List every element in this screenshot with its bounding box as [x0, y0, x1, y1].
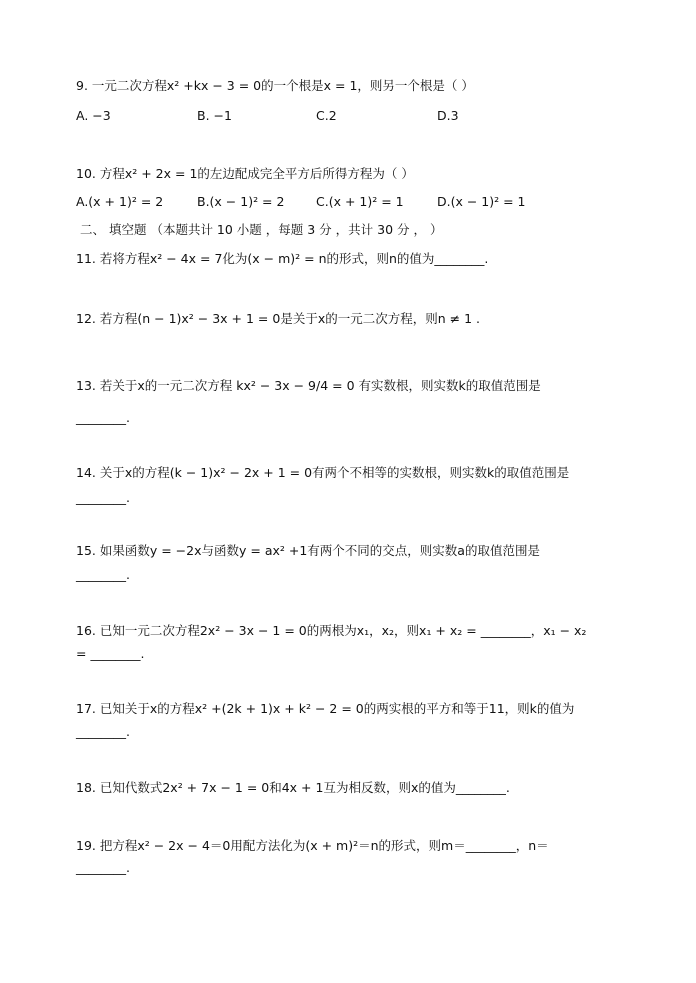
- q9-option-c: C.2: [316, 108, 337, 123]
- question-17-blank: ________.: [76, 724, 130, 739]
- question-12: 12. 若方程(n − 1)x² − 3x + 1 = 0是关于x的一元二次方程，则n ≠ 1 .: [76, 311, 480, 326]
- question-13-blank: ________.: [76, 410, 130, 425]
- question-16: 16. 已知一元二次方程2x² − 3x − 1 = 0的两根为x₁，x₂，则x₁ + x₂ = ________，x₁ − x₂: [76, 623, 587, 638]
- question-11: 11. 若将方程x² − 4x = 7化为(x − m)² = n的形式，则n的值为________.: [76, 251, 489, 266]
- question-14-blank: ________.: [76, 490, 130, 505]
- question-18: 18. 已知代数式2x² + 7x − 1 = 0和4x + 1互为相反数，则x的值为________.: [76, 780, 510, 795]
- question-9: 9. 一元二次方程x² +kx − 3 = 0的一个根是x = 1，则另一个根是（ ）: [76, 78, 474, 93]
- q10-option-d: D.(x − 1)² = 1: [437, 194, 526, 209]
- q10-option-a: A.(x + 1)² = 2: [76, 194, 164, 209]
- question-15-blank: ________.: [76, 567, 130, 582]
- question-14: 14. 关于x的方程(k − 1)x² − 2x + 1 = 0有两个不相等的实数根，则实数k的取值范围是: [76, 465, 570, 480]
- question-13: 13. 若关于x的一元二次方程 kx² − 3x − 9/4 = 0 有实数根，则实数k的取值范围是: [76, 378, 541, 393]
- question-19-blank: ________.: [76, 860, 130, 875]
- section-2-heading: 二、 填空题 （本题共计 10 小题 ，每题 3 分 ，共计 30 分 ， ）: [80, 222, 443, 237]
- question-16-cont: = ________.: [76, 646, 145, 661]
- q9-option-d: D.3: [437, 108, 459, 123]
- q10-option-b: B.(x − 1)² = 2: [197, 194, 285, 209]
- q10-option-c: C.(x + 1)² = 1: [316, 194, 404, 209]
- q9-option-b: B. −1: [197, 108, 232, 123]
- question-10: 10. 方程x² + 2x = 1的左边配成完全平方后所得方程为（ ）: [76, 166, 414, 181]
- question-15: 15. 如果函数y = −2x与函数y = ax² +1有两个不同的交点，则实数a的取值范围是: [76, 543, 540, 558]
- question-19: 19. 把方程x² − 2x − 4＝0用配方法化为(x + m)²＝n的形式，则m＝________，n＝: [76, 838, 549, 853]
- q9-option-a: A. −3: [76, 108, 111, 123]
- question-17: 17. 已知关于x的方程x² +(2k + 1)x + k² − 2 = 0的两实根的平方和等于11，则k的值为: [76, 701, 575, 716]
